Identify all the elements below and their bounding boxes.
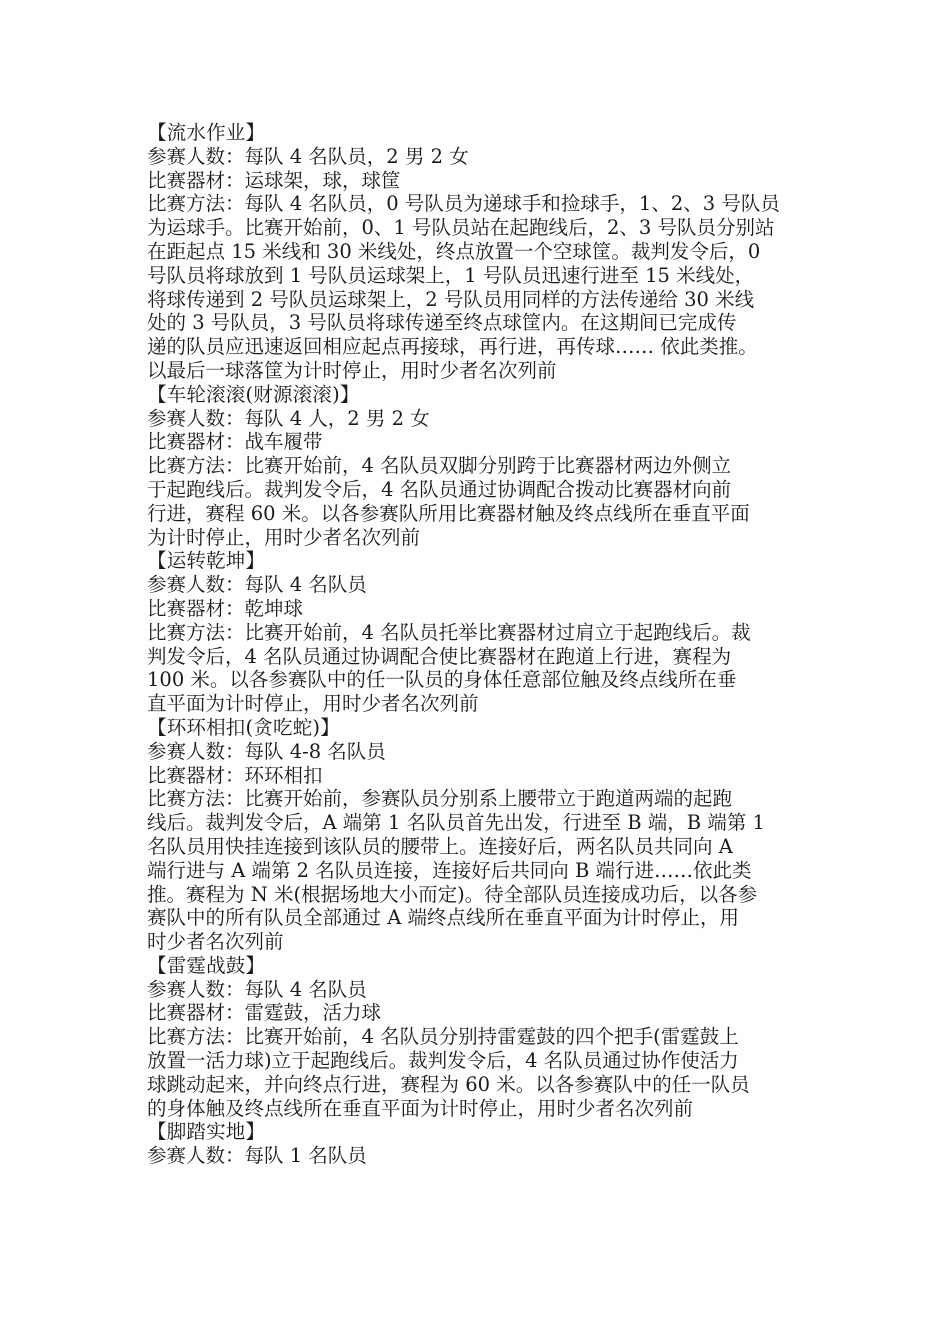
participants-line: 参赛人数：每队 4 名队员 [147, 573, 367, 597]
section-title: 【脚踏实地】 [147, 1120, 266, 1144]
equipment-line: 比赛器材：乾坤球 [147, 596, 304, 620]
method-line: 球跳动起来，并向终点行进，赛程为 60 米。以各参赛队中的任一队员 [147, 1072, 750, 1096]
method-line: 时少者名次列前 [147, 930, 284, 954]
method-line: 为运球手。比赛开始前，0、1 号队员站在起跑线后，2、3 号队员分别站 [147, 216, 775, 240]
equipment-line: 比赛器材：战车履带 [147, 430, 323, 454]
section-title: 【车轮滚滚(财源滚滚)】 [147, 382, 360, 406]
method-line: 号队员将球放到 1 号队员运球架上，1 号队员迅速行进至 15 米线处， [147, 263, 755, 287]
participants-line: 参赛人数：每队 4 名队员 [147, 977, 367, 1001]
participants-line: 参赛人数：每队 4 人，2 男 2 女 [147, 406, 430, 430]
section-leiting [147, 954, 827, 1121]
section-jiaota [147, 1120, 827, 1168]
section-title: 【环环相扣(贪吃蛇)】 [147, 715, 340, 739]
method-line: 判发令后，4 名队员通过协调配合使比赛器材在跑道上行进，赛程为 [147, 644, 732, 668]
method-line: 线后。裁判发令后，A 端第 1 名队员首先出发，行进至 B 端，B 端第 1 [147, 811, 765, 835]
method-line: 推。赛程为 N 米(根据场地大小而定)。待全部队员连接成功后，以各参 [147, 882, 758, 906]
equipment-line: 比赛器材：环环相扣 [147, 763, 323, 787]
method-line: 名队员用快挂连接到该队员的腰带上。连接好后，两名队员共同向 A [147, 834, 733, 858]
method-line: 端行进与 A 端第 2 名队员连接，连接好后共同向 B 端行进……依此类 [147, 858, 752, 882]
section-title: 【运转乾坤】 [147, 549, 266, 573]
participants-line: 参赛人数：每队 4-8 名队员 [147, 739, 386, 763]
method-line: 直平面为计时停止，用时少者名次列前 [147, 692, 479, 716]
section-title: 【雷霆战鼓】 [147, 953, 266, 977]
method-line: 将球传递到 2 号队员运球架上，2 号队员用同样的方法传递给 30 米线 [147, 287, 755, 311]
method-line: 比赛方法：每队 4 名队员，0 号队员为递球手和捡球手，1、2、3 号队员 [147, 192, 780, 216]
section-chelun [147, 383, 827, 550]
section-liushui [147, 121, 827, 383]
equipment-line: 比赛器材：雷霆鼓，活力球 [147, 1001, 382, 1025]
method-line: 100 米。以各参赛队中的任一队员的身体任意部位触及终点线所在垂 [147, 668, 737, 692]
method-line: 比赛方法：比赛开始前，参赛队员分别系上腰带立于跑道两端的起跑 [147, 787, 733, 811]
method-line: 于起跑线后。裁判发令后，4 名队员通过协调配合拨动比赛器材向前 [147, 477, 732, 501]
participants-line: 参赛人数：每队 4 名队员，2 男 2 女 [147, 144, 469, 168]
section-yunzhuan [147, 549, 827, 716]
method-line: 在距起点 15 米线和 30 米线处，终点放置一个空球筐。裁判发令后，0 [147, 239, 761, 263]
section-huanhuan [147, 716, 827, 954]
participants-line: 参赛人数：每队 1 名队员 [147, 1144, 367, 1168]
method-line: 赛队中的所有队员全部通过 A 端终点线所在垂直平面为计时停止，用 [147, 906, 739, 930]
method-line: 比赛方法：比赛开始前，4 名队员分别持雷霆鼓的四个把手(雷霆鼓上 [147, 1025, 739, 1049]
method-line: 递的队员应迅速返回相应起点再接球，再行进，再传球…… 依此类推。 [147, 335, 758, 359]
equipment-line: 比赛器材：运球架，球，球筐 [147, 168, 401, 192]
method-line: 的身体触及终点线所在垂直平面为计时停止，用时少者名次列前 [147, 1096, 694, 1120]
method-line: 比赛方法：比赛开始前，4 名队员双脚分别跨于比赛器材两边外侧立 [147, 454, 732, 478]
method-line: 比赛方法：比赛开始前，4 名队员托举比赛器材过肩立于起跑线后。裁 [147, 620, 751, 644]
method-line: 行进，赛程 60 米。以各参赛队所用比赛器材触及终点线所在垂直平面 [147, 501, 750, 525]
method-line: 处的 3 号队员，3 号队员将球传递至终点球筐内。在这期间已完成传 [147, 311, 737, 335]
section-title: 【流水作业】 [147, 121, 266, 144]
method-line: 为计时停止，用时少者名次列前 [147, 525, 421, 549]
document-body [147, 121, 827, 1168]
method-line: 以最后一球落筐为计时停止，用时少者名次列前 [147, 358, 557, 382]
method-line: 放置一活力球)立于起跑线后。裁判发令后，4 名队员通过协作使活力 [147, 1049, 739, 1073]
